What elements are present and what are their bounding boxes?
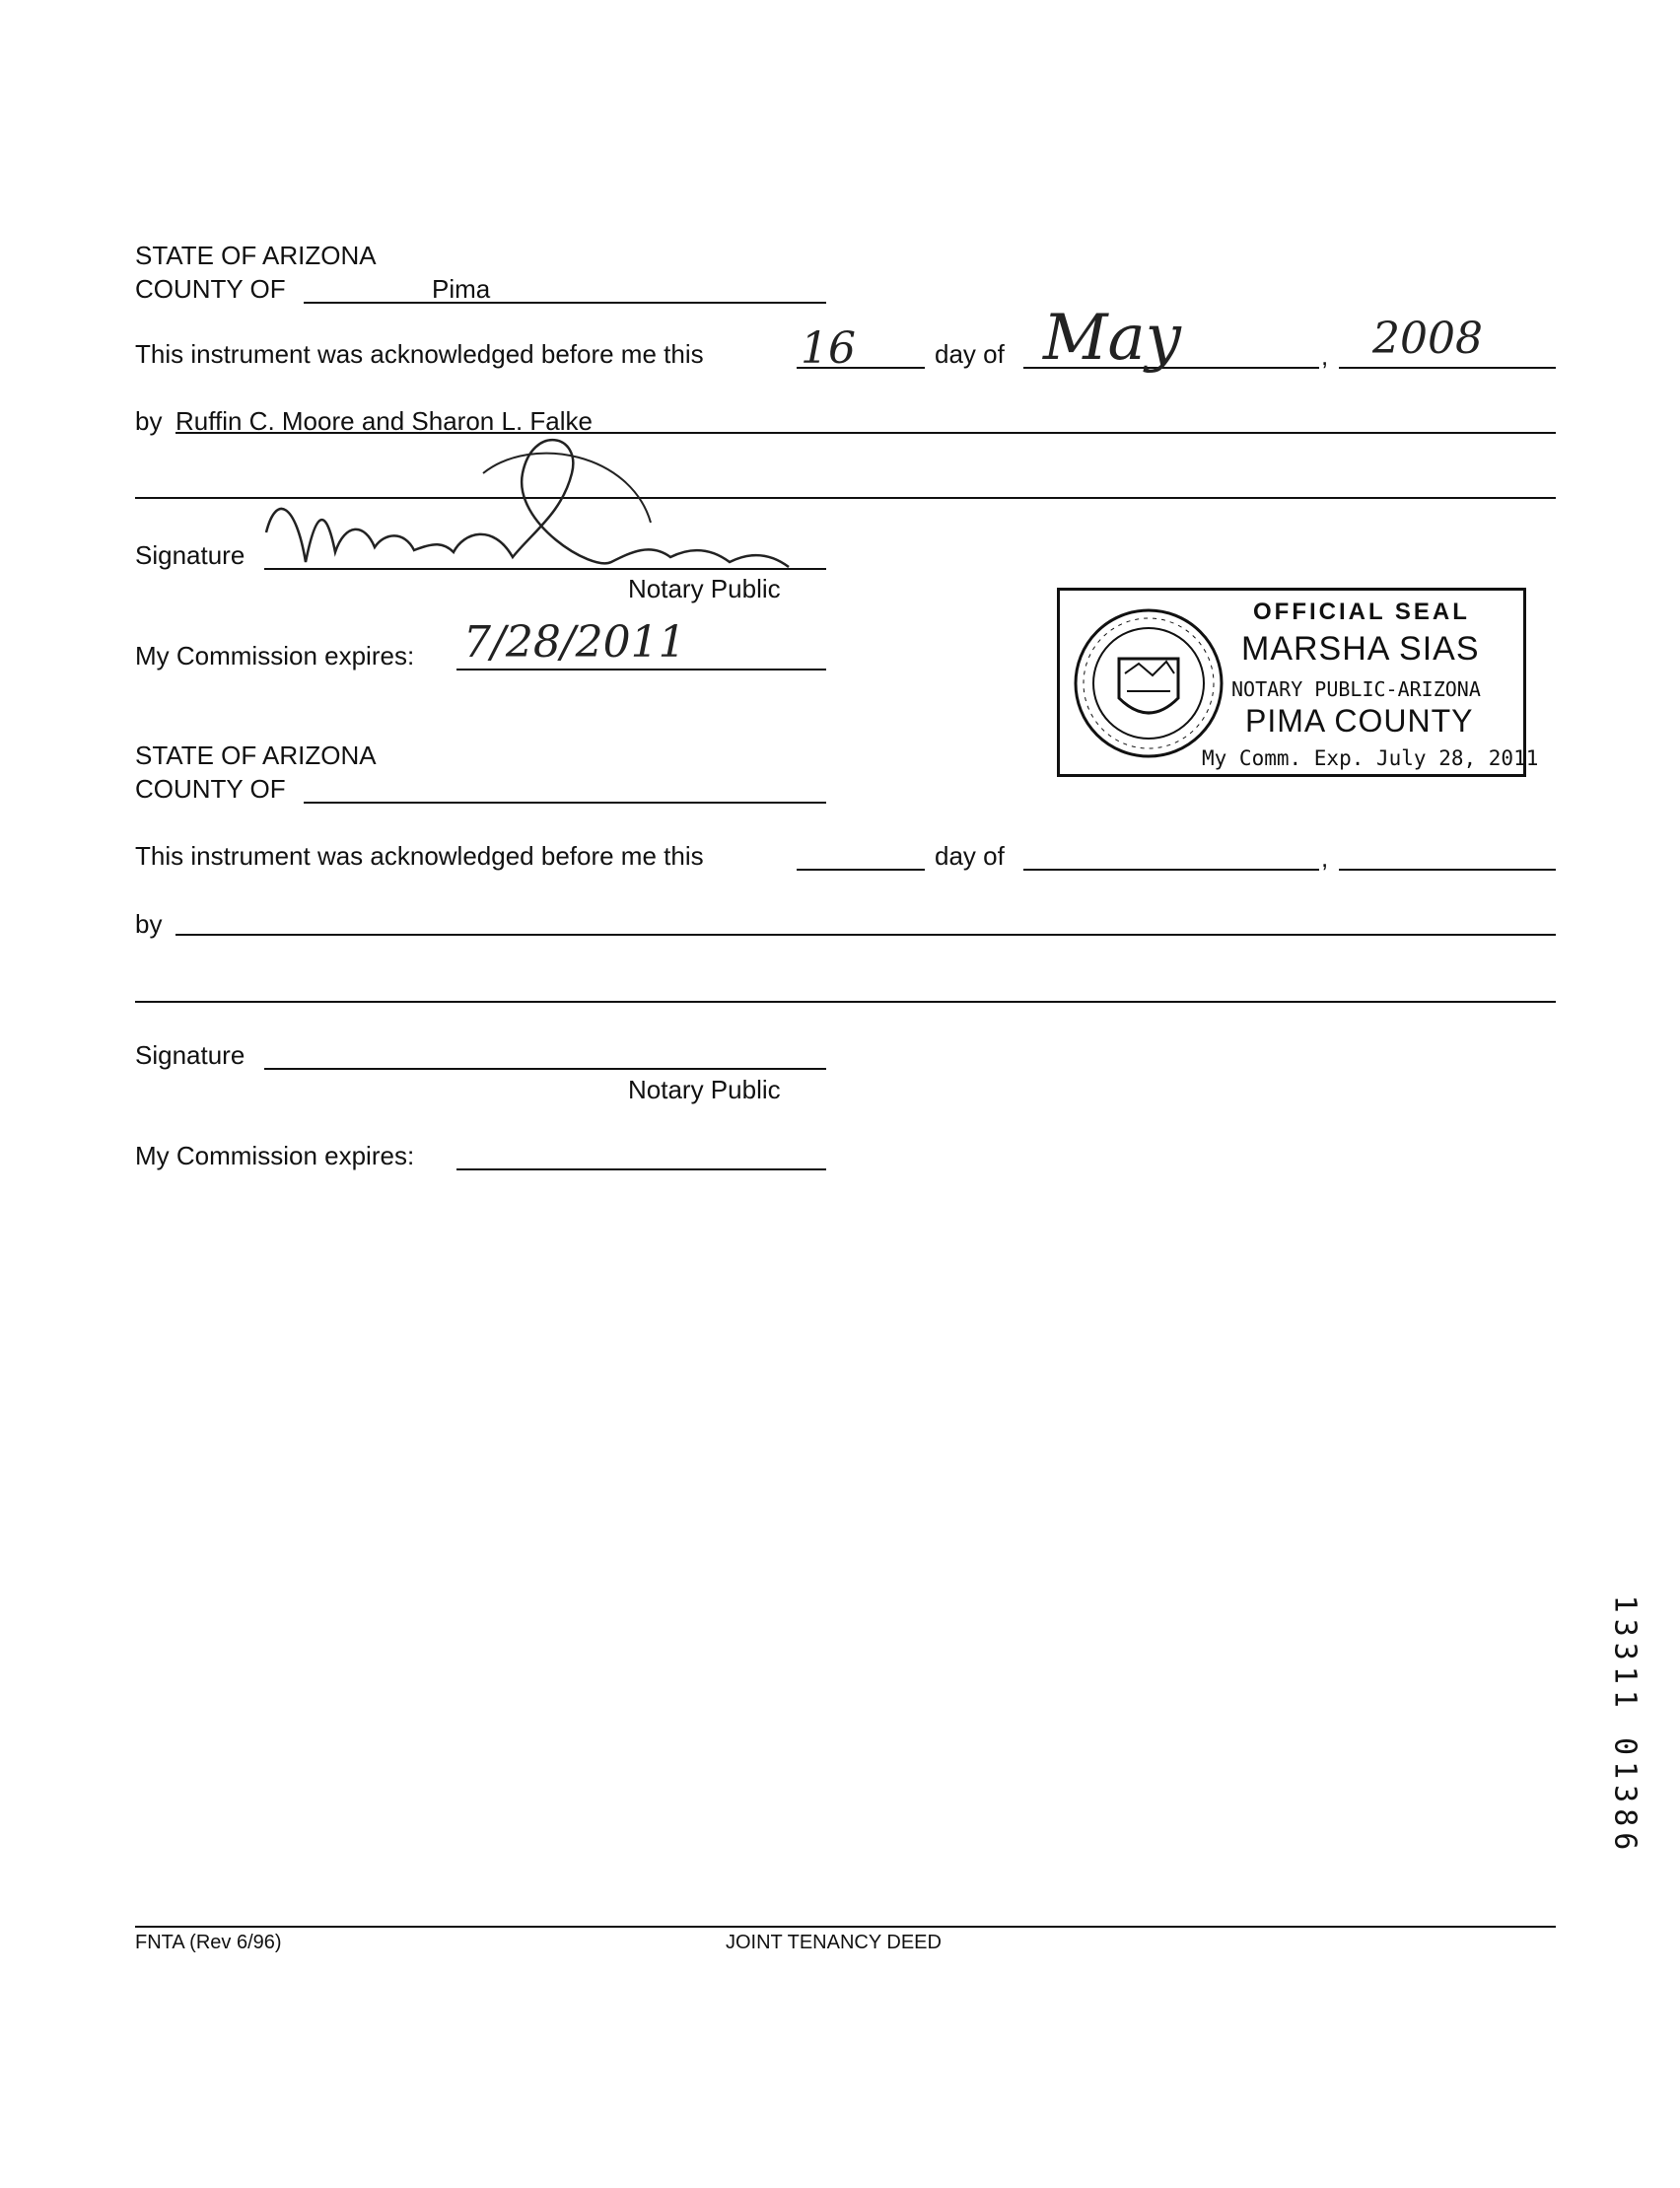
year-value-1: 2008 xyxy=(1372,314,1483,364)
ack-text-1: This instrument was acknowledged before me this xyxy=(135,339,704,369)
seal-name: MARSHA SIAS xyxy=(1241,630,1480,668)
county-line-2 xyxy=(304,802,826,804)
county-line-1 xyxy=(304,302,826,304)
seal-role: NOTARY PUBLIC-ARIZONA xyxy=(1231,677,1481,701)
day-of-label-1: day of xyxy=(935,339,1005,369)
state-heading-2: STATE OF ARIZONA xyxy=(135,741,377,770)
by-line-2b xyxy=(135,1001,1556,1003)
notary-public-label-1: Notary Public xyxy=(628,574,781,603)
day-line-2 xyxy=(797,869,925,871)
year-line-2 xyxy=(1339,869,1556,871)
commission-line-1 xyxy=(456,669,826,671)
commission-value-1: 7/28/2011 xyxy=(463,617,686,668)
recording-number-text: 13311 01386 xyxy=(1607,1594,1643,1857)
signature-line-2 xyxy=(264,1068,826,1070)
document-title: JOINT TENANCY DEED xyxy=(726,1932,942,1953)
seal-expires: My Comm. Exp. July 28, 2011 xyxy=(1202,746,1539,770)
county-label-1: COUNTY OF xyxy=(135,274,286,304)
notary-public-label-2: Notary Public xyxy=(628,1075,781,1104)
by-label-2: by xyxy=(135,909,163,939)
month-line-2 xyxy=(1023,869,1319,871)
ack-text-2: This instrument was acknowledged before me this xyxy=(135,841,704,871)
year-line-1 xyxy=(1339,367,1556,369)
footer-rule xyxy=(135,1926,1556,1928)
commission-line-2 xyxy=(456,1168,826,1170)
by-line-2 xyxy=(175,934,1556,936)
commission-label-2: My Commission expires: xyxy=(135,1141,415,1170)
day-of-label-2: day of xyxy=(935,841,1005,871)
county-value-1: Pima xyxy=(432,274,491,304)
form-id: FNTA (Rev 6/96) xyxy=(135,1932,282,1953)
official-seal-stamp xyxy=(1057,588,1539,777)
seal-county: PIMA COUNTY xyxy=(1245,703,1474,739)
state-heading-1: STATE OF ARIZONA xyxy=(135,241,377,270)
month-value-1: May xyxy=(1043,302,1181,375)
comma-1: , xyxy=(1321,341,1329,371)
commission-label-1: My Commission expires: xyxy=(135,641,415,671)
signature-label-2: Signature xyxy=(135,1040,245,1070)
recording-number xyxy=(1595,1588,1654,1864)
comma-2: , xyxy=(1321,843,1329,873)
by-value-1: Ruffin C. Moore and Sharon L. Falke xyxy=(175,406,593,436)
county-label-2: COUNTY OF xyxy=(135,774,286,804)
arizona-state-seal-icon xyxy=(1070,604,1227,762)
seal-title: OFFICIAL SEAL xyxy=(1253,599,1470,625)
by-label-1: by xyxy=(135,406,163,436)
day-value-1: 16 xyxy=(801,323,856,374)
signature-label-1: Signature xyxy=(135,540,245,570)
